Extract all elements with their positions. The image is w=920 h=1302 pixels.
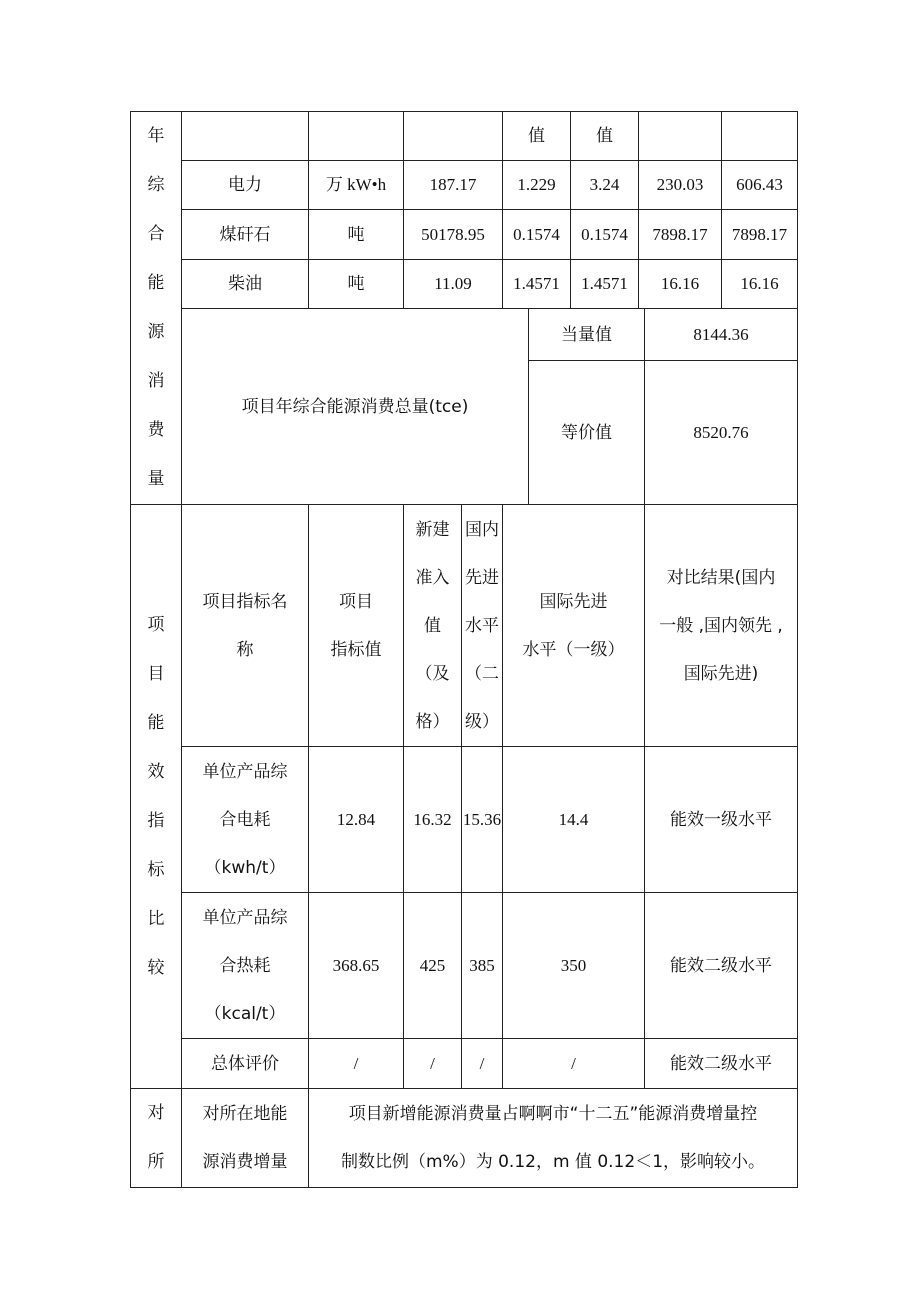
- header-comparison-result: 对比结果(国内 一般 ,国内领先 , 国际先进): [645, 505, 798, 747]
- energy-coef1: 1.229: [503, 161, 571, 210]
- energy-coef2: 3.24: [571, 161, 639, 210]
- energy-coef1: 1.4571: [503, 260, 571, 309]
- overall-international: /: [503, 1039, 645, 1089]
- indicator-international: 350: [503, 893, 645, 1039]
- indicator-name: 单位产品综 合电耗 （kwh/t）: [182, 747, 309, 893]
- header-domestic-advanced: 国内 先进 水平 （二 级）: [462, 505, 503, 747]
- energy-unit: 吨: [309, 210, 404, 260]
- header-indicator-name: 项目指标名 称: [182, 505, 309, 747]
- energy-name: 柴油: [182, 260, 309, 309]
- energy-amount: 187.17: [404, 161, 503, 210]
- energy-row-diesel: [131, 260, 798, 309]
- energy-name: 电力: [182, 161, 309, 210]
- header-cell: [309, 112, 404, 161]
- equivalent-value: 8144.36: [645, 309, 798, 361]
- indicator-domestic: 385: [462, 893, 503, 1039]
- overall-value: /: [309, 1039, 404, 1089]
- energy-value2: 7898.17: [722, 210, 798, 260]
- energy-value2: 606.43: [722, 161, 798, 210]
- header-cell-coef2: 值: [571, 112, 639, 161]
- energy-value1: 230.03: [639, 161, 722, 210]
- indicator-value: 368.65: [309, 893, 404, 1039]
- energy-value1: 16.16: [639, 260, 722, 309]
- header-cell: [639, 112, 722, 161]
- energy-row-gangue: [131, 210, 798, 260]
- energy-value1: 7898.17: [639, 210, 722, 260]
- overall-newbuild: /: [404, 1039, 462, 1089]
- energy-value2: 16.16: [722, 260, 798, 309]
- indicator-newbuild: 16.32: [404, 747, 462, 893]
- indicator-value: 12.84: [309, 747, 404, 893]
- energy-unit: 吨: [309, 260, 404, 309]
- overall-result: 能效二级水平: [645, 1039, 798, 1089]
- header-cell: [182, 112, 309, 161]
- header-newbuild-threshold: 新建 准入 值 （及 格）: [404, 505, 462, 747]
- indicator-row-power: [131, 747, 798, 893]
- overall-evaluation-row: [131, 1039, 798, 1089]
- overall-label: 总体评价: [182, 1039, 309, 1089]
- indicator-header-row: [131, 505, 798, 747]
- header-cell-coef1: 值: [503, 112, 571, 161]
- indicator-result: 能效一级水平: [645, 747, 798, 893]
- price-value: 8520.76: [645, 361, 798, 505]
- energy-row-electricity: [131, 161, 798, 210]
- energy-amount: 11.09: [404, 260, 503, 309]
- indicator-row-heat: [131, 893, 798, 1039]
- total-consumption-label: 项目年综合能源消费总量(tce): [182, 309, 529, 505]
- energy-amount: 50178.95: [404, 210, 503, 260]
- energy-coef2: 0.1574: [571, 210, 639, 260]
- local-impact-text: 项目新增能源消费量占啊啊市“十二五”能源消费增量控 制数比例（m%）为 0.12，m 值 0.12＜1，影响较小。: [309, 1089, 798, 1188]
- energy-assessment-table: [130, 111, 798, 1188]
- indicator-domestic: 15.36: [462, 747, 503, 893]
- section-label-annual-consumption: 年 综 合 能 源 消 费 量: [131, 112, 182, 505]
- energy-coef2: 1.4571: [571, 260, 639, 309]
- energy-unit: 万 kW•h: [309, 161, 404, 210]
- section-label-efficiency: 项 目 能 效 指 标 比 较: [131, 505, 182, 1089]
- equivalent-label: 当量值: [529, 309, 645, 361]
- local-impact-row: [131, 1089, 798, 1188]
- indicator-newbuild: 425: [404, 893, 462, 1039]
- indicator-result: 能效二级水平: [645, 893, 798, 1039]
- section-label-local-impact: 对 所: [131, 1089, 182, 1188]
- header-cell: [722, 112, 798, 161]
- indicator-name: 单位产品综 合热耗 （kcal/t）: [182, 893, 309, 1039]
- energy-header-row: [131, 112, 798, 161]
- total-row-equivalent: [131, 309, 798, 361]
- header-cell: [404, 112, 503, 161]
- header-international-advanced: 国际先进 水平（一级）: [503, 505, 645, 747]
- overall-domestic: /: [462, 1039, 503, 1089]
- energy-name: 煤矸石: [182, 210, 309, 260]
- indicator-international: 14.4: [503, 747, 645, 893]
- header-indicator-value: 项目 指标值: [309, 505, 404, 747]
- price-label: 等价值: [529, 361, 645, 505]
- energy-coef1: 0.1574: [503, 210, 571, 260]
- local-impact-item: 对所在地能 源消费增量: [182, 1089, 309, 1188]
